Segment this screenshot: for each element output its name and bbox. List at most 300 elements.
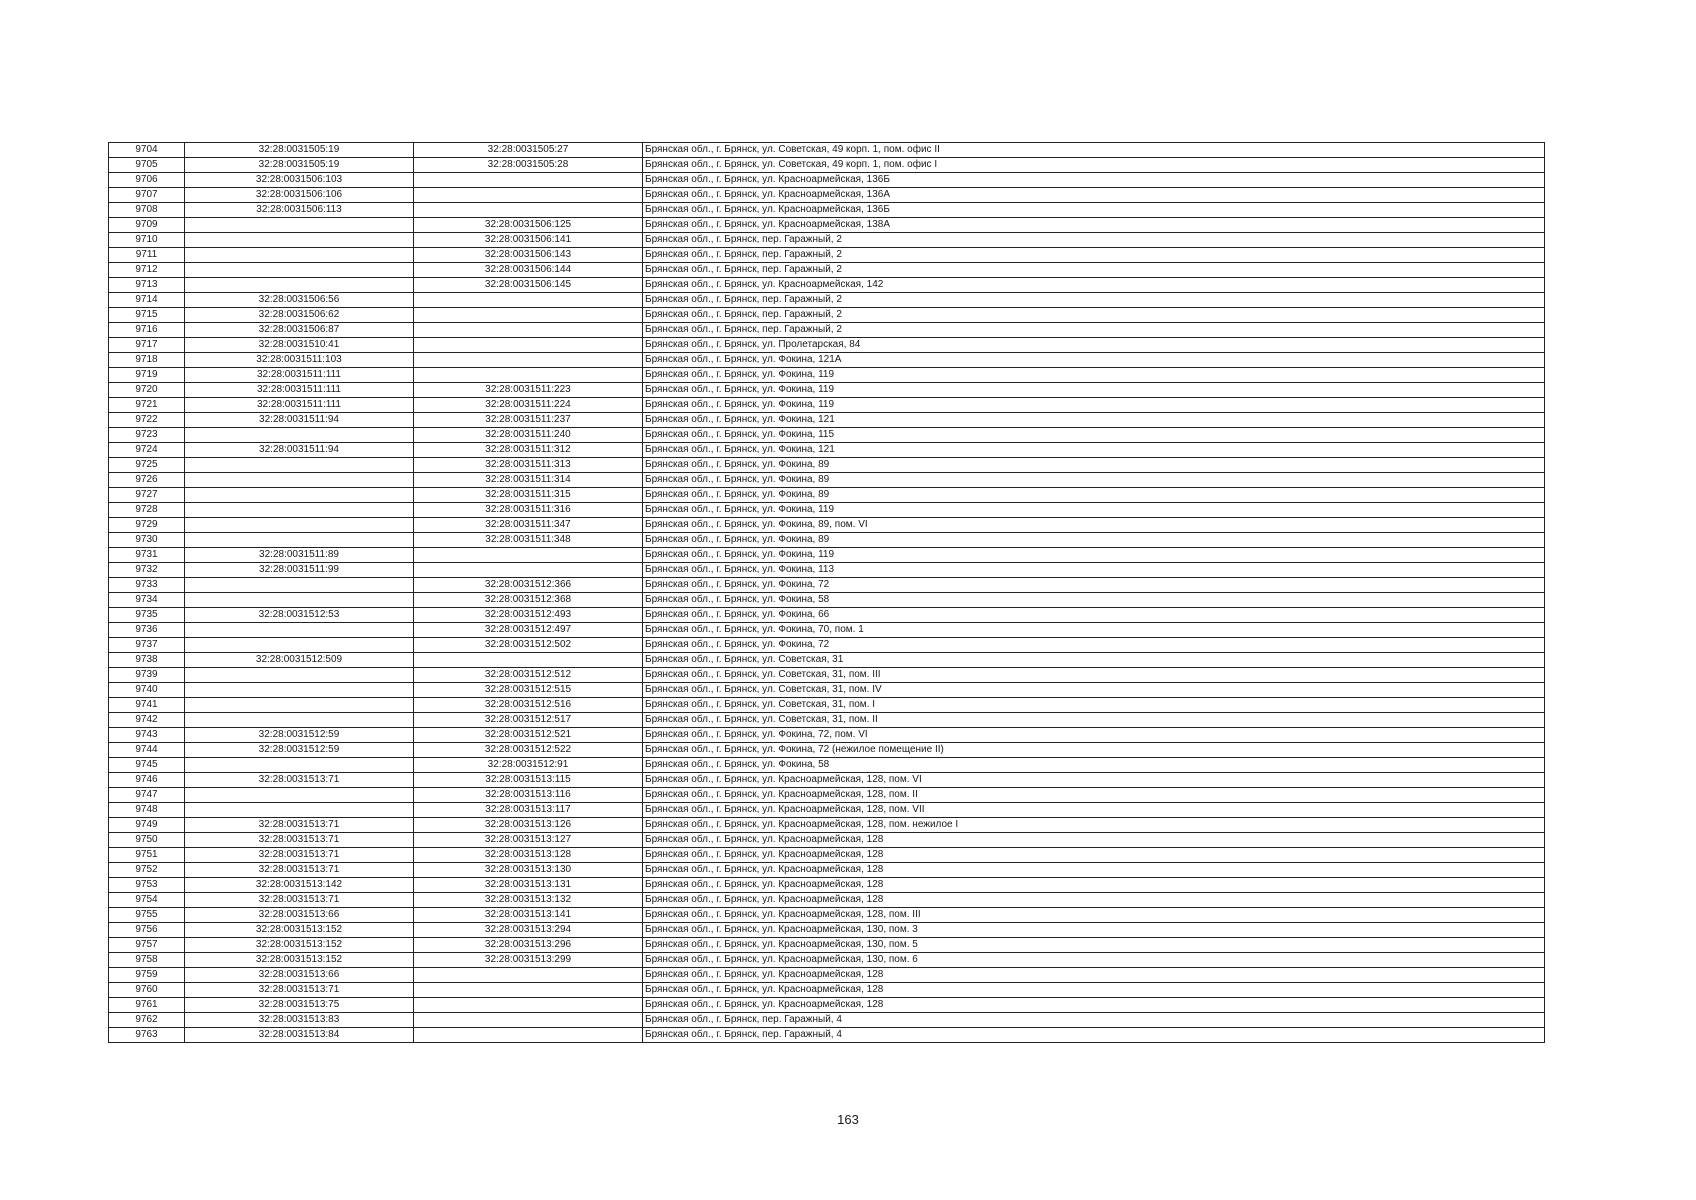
parcel-number-cell <box>185 218 414 233</box>
address-cell: Брянская обл., г. Брянск, ул. Красноармейская, 130, пом. 6 <box>643 953 1545 968</box>
object-number-cell: 32:28:0031512:368 <box>414 593 643 608</box>
table-row <box>109 698 1545 713</box>
table-row <box>109 233 1545 248</box>
parcel-number-cell <box>185 428 414 443</box>
table-row <box>109 203 1545 218</box>
table-row <box>109 173 1545 188</box>
parcel-number-cell: 32:28:0031512:509 <box>185 653 414 668</box>
table-row <box>109 518 1545 533</box>
row-number-cell: 9746 <box>109 773 185 788</box>
parcel-number-cell <box>185 713 414 728</box>
object-number-cell: 32:28:0031513:128 <box>414 848 643 863</box>
row-number-cell: 9740 <box>109 683 185 698</box>
row-number-cell: 9758 <box>109 953 185 968</box>
parcel-number-cell <box>185 668 414 683</box>
row-number-cell: 9722 <box>109 413 185 428</box>
address-cell: Брянская обл., г. Брянск, ул. Фокина, 72 <box>643 578 1545 593</box>
parcel-number-cell: 32:28:0031513:152 <box>185 923 414 938</box>
parcel-number-cell: 32:28:0031513:75 <box>185 998 414 1013</box>
row-number-cell: 9744 <box>109 743 185 758</box>
address-cell: Брянская обл., г. Брянск, ул. Советская, 31, пом. II <box>643 713 1545 728</box>
parcel-number-cell <box>185 758 414 773</box>
address-cell: Брянская обл., г. Брянск, ул. Фокина, 89 <box>643 488 1545 503</box>
table-row <box>109 413 1545 428</box>
row-number-cell: 9730 <box>109 533 185 548</box>
parcel-number-cell <box>185 578 414 593</box>
parcel-number-cell <box>185 248 414 263</box>
object-number-cell: 32:28:0031513:132 <box>414 893 643 908</box>
object-number-cell: 32:28:0031512:497 <box>414 623 643 638</box>
address-cell: Брянская обл., г. Брянск, ул. Фокина, 58 <box>643 593 1545 608</box>
object-number-cell <box>414 1013 643 1028</box>
object-number-cell: 32:28:0031511:224 <box>414 398 643 413</box>
parcel-number-cell: 32:28:0031506:62 <box>185 308 414 323</box>
object-number-cell <box>414 188 643 203</box>
parcel-number-cell <box>185 803 414 818</box>
address-cell: Брянская обл., г. Брянск, пер. Гаражный, 2 <box>643 248 1545 263</box>
address-cell: Брянская обл., г. Брянск, ул. Фокина, 89 <box>643 473 1545 488</box>
parcel-number-cell <box>185 698 414 713</box>
object-number-cell: 32:28:0031512:91 <box>414 758 643 773</box>
parcel-number-cell <box>185 488 414 503</box>
object-number-cell: 32:28:0031512:366 <box>414 578 643 593</box>
address-cell: Брянская обл., г. Брянск, ул. Фокина, 113 <box>643 563 1545 578</box>
address-cell: Брянская обл., г. Брянск, ул. Красноармейская, 128 <box>643 893 1545 908</box>
address-cell: Брянская обл., г. Брянск, ул. Красноармейская, 128, пом. III <box>643 908 1545 923</box>
object-number-cell: 32:28:0031511:240 <box>414 428 643 443</box>
object-number-cell: 32:28:0031511:223 <box>414 383 643 398</box>
table-row <box>109 968 1545 983</box>
row-number-cell: 9757 <box>109 938 185 953</box>
row-number-cell: 9760 <box>109 983 185 998</box>
table-row <box>109 443 1545 458</box>
row-number-cell: 9715 <box>109 308 185 323</box>
row-number-cell: 9761 <box>109 998 185 1013</box>
parcel-number-cell: 32:28:0031511:94 <box>185 443 414 458</box>
row-number-cell: 9707 <box>109 188 185 203</box>
address-cell: Брянская обл., г. Брянск, ул. Фокина, 58 <box>643 758 1545 773</box>
address-cell: Брянская обл., г. Брянск, ул. Советская, 31, пом. I <box>643 698 1545 713</box>
table-row <box>109 683 1545 698</box>
parcel-number-cell <box>185 503 414 518</box>
address-cell: Брянская обл., г. Брянск, ул. Фокина, 72 <box>643 638 1545 653</box>
table-row <box>109 338 1545 353</box>
table-row <box>109 608 1545 623</box>
row-number-cell: 9741 <box>109 698 185 713</box>
table-row <box>109 1028 1545 1043</box>
address-cell: Брянская обл., г. Брянск, ул. Фокина, 72, пом. VI <box>643 728 1545 743</box>
object-number-cell: 32:28:0031513:294 <box>414 923 643 938</box>
parcel-number-cell <box>185 788 414 803</box>
address-cell: Брянская обл., г. Брянск, ул. Красноармейская, 128, пом. VI <box>643 773 1545 788</box>
object-number-cell <box>414 653 643 668</box>
parcel-number-cell <box>185 623 414 638</box>
object-number-cell: 32:28:0031512:493 <box>414 608 643 623</box>
table-row <box>109 773 1545 788</box>
row-number-cell: 9719 <box>109 368 185 383</box>
row-number-cell: 9724 <box>109 443 185 458</box>
row-number-cell: 9748 <box>109 803 185 818</box>
address-cell: Брянская обл., г. Брянск, ул. Фокина, 66 <box>643 608 1545 623</box>
object-number-cell: 32:28:0031511:347 <box>414 518 643 533</box>
parcel-number-cell: 32:28:0031512:59 <box>185 743 414 758</box>
address-cell: Брянская обл., г. Брянск, ул. Советская, 49 корп. 1, пом. офис I <box>643 158 1545 173</box>
parcel-number-cell: 32:28:0031506:87 <box>185 323 414 338</box>
table-row <box>109 863 1545 878</box>
address-cell: Брянская обл., г. Брянск, ул. Красноармейская, 142 <box>643 278 1545 293</box>
table-row <box>109 908 1545 923</box>
parcel-number-cell: 32:28:0031513:152 <box>185 953 414 968</box>
parcel-number-cell <box>185 683 414 698</box>
parcel-number-cell: 32:28:0031513:84 <box>185 1028 414 1043</box>
address-cell: Брянская обл., г. Брянск, ул. Красноармейская, 130, пом. 5 <box>643 938 1545 953</box>
table-row <box>109 743 1545 758</box>
table-row <box>109 143 1545 158</box>
object-number-cell: 32:28:0031506:144 <box>414 263 643 278</box>
address-cell: Брянская обл., г. Брянск, ул. Фокина, 70, пом. 1 <box>643 623 1545 638</box>
address-cell: Брянская обл., г. Брянск, ул. Фокина, 121 <box>643 443 1545 458</box>
object-number-cell: 32:28:0031511:237 <box>414 413 643 428</box>
object-number-cell: 32:28:0031506:141 <box>414 233 643 248</box>
row-number-cell: 9705 <box>109 158 185 173</box>
address-cell: Брянская обл., г. Брянск, ул. Советская, 31 <box>643 653 1545 668</box>
address-cell: Брянская обл., г. Брянск, ул. Красноармейская, 130, пом. 3 <box>643 923 1545 938</box>
object-number-cell: 32:28:0031511:315 <box>414 488 643 503</box>
object-number-cell: 32:28:0031513:141 <box>414 908 643 923</box>
registry-table <box>108 142 1545 1043</box>
row-number-cell: 9732 <box>109 563 185 578</box>
object-number-cell <box>414 1028 643 1043</box>
row-number-cell: 9759 <box>109 968 185 983</box>
table-row <box>109 893 1545 908</box>
object-number-cell <box>414 308 643 323</box>
table-row <box>109 578 1545 593</box>
address-cell: Брянская обл., г. Брянск, ул. Красноармейская, 136Б <box>643 203 1545 218</box>
row-number-cell: 9762 <box>109 1013 185 1028</box>
table-row <box>109 878 1545 893</box>
parcel-number-cell <box>185 458 414 473</box>
table-row <box>109 458 1545 473</box>
address-cell: Брянская обл., г. Брянск, ул. Красноармейская, 128 <box>643 878 1545 893</box>
address-cell: Брянская обл., г. Брянск, ул. Фокина, 119 <box>643 503 1545 518</box>
address-cell: Брянская обл., г. Брянск, ул. Красноармейская, 128 <box>643 998 1545 1013</box>
address-cell: Брянская обл., г. Брянск, ул. Советская, 49 корп. 1, пом. офис II <box>643 143 1545 158</box>
row-number-cell: 9704 <box>109 143 185 158</box>
table-row <box>109 728 1545 743</box>
parcel-number-cell: 32:28:0031513:71 <box>185 833 414 848</box>
table-row <box>109 833 1545 848</box>
object-number-cell <box>414 203 643 218</box>
row-number-cell: 9714 <box>109 293 185 308</box>
object-number-cell: 32:28:0031511:348 <box>414 533 643 548</box>
table-row <box>109 248 1545 263</box>
row-number-cell: 9721 <box>109 398 185 413</box>
row-number-cell: 9710 <box>109 233 185 248</box>
row-number-cell: 9763 <box>109 1028 185 1043</box>
address-cell: Брянская обл., г. Брянск, ул. Красноармейская, 128 <box>643 863 1545 878</box>
row-number-cell: 9728 <box>109 503 185 518</box>
object-number-cell <box>414 563 643 578</box>
object-number-cell: 32:28:0031511:312 <box>414 443 643 458</box>
address-cell: Брянская обл., г. Брянск, ул. Красноармейская, 128 <box>643 983 1545 998</box>
table-row <box>109 158 1545 173</box>
object-number-cell: 32:28:0031513:130 <box>414 863 643 878</box>
address-cell: Брянская обл., г. Брянск, ул. Красноармейская, 128 <box>643 848 1545 863</box>
table-row <box>109 1013 1545 1028</box>
object-number-cell <box>414 323 643 338</box>
object-number-cell: 32:28:0031512:521 <box>414 728 643 743</box>
row-number-cell: 9755 <box>109 908 185 923</box>
object-number-cell: 32:28:0031513:116 <box>414 788 643 803</box>
table-row <box>109 488 1545 503</box>
parcel-number-cell: 32:28:0031511:111 <box>185 368 414 383</box>
object-number-cell: 32:28:0031513:296 <box>414 938 643 953</box>
parcel-number-cell: 32:28:0031513:142 <box>185 878 414 893</box>
registry-table-body <box>109 143 1545 1043</box>
address-cell: Брянская обл., г. Брянск, пер. Гаражный, 2 <box>643 233 1545 248</box>
parcel-number-cell: 32:28:0031513:71 <box>185 893 414 908</box>
parcel-number-cell: 32:28:0031510:41 <box>185 338 414 353</box>
table-row <box>109 548 1545 563</box>
address-cell: Брянская обл., г. Брянск, пер. Гаражный, 4 <box>643 1013 1545 1028</box>
object-number-cell <box>414 173 643 188</box>
object-number-cell: 32:28:0031512:515 <box>414 683 643 698</box>
address-cell: Брянская обл., г. Брянск, ул. Фокина, 121 <box>643 413 1545 428</box>
row-number-cell: 9745 <box>109 758 185 773</box>
object-number-cell <box>414 293 643 308</box>
row-number-cell: 9754 <box>109 893 185 908</box>
object-number-cell: 32:28:0031512:502 <box>414 638 643 653</box>
table-row <box>109 323 1545 338</box>
object-number-cell <box>414 338 643 353</box>
row-number-cell: 9723 <box>109 428 185 443</box>
table-row <box>109 263 1545 278</box>
parcel-number-cell <box>185 518 414 533</box>
address-cell: Брянская обл., г. Брянск, ул. Фокина, 119 <box>643 368 1545 383</box>
table-row <box>109 563 1545 578</box>
parcel-number-cell: 32:28:0031512:59 <box>185 728 414 743</box>
address-cell: Брянская обл., г. Брянск, ул. Красноармейская, 128 <box>643 968 1545 983</box>
parcel-number-cell <box>185 233 414 248</box>
parcel-number-cell: 32:28:0031513:71 <box>185 848 414 863</box>
object-number-cell <box>414 968 643 983</box>
table-row <box>109 503 1545 518</box>
object-number-cell: 32:28:0031512:522 <box>414 743 643 758</box>
parcel-number-cell: 32:28:0031513:152 <box>185 938 414 953</box>
row-number-cell: 9726 <box>109 473 185 488</box>
row-number-cell: 9712 <box>109 263 185 278</box>
parcel-number-cell: 32:28:0031506:56 <box>185 293 414 308</box>
address-cell: Брянская обл., г. Брянск, ул. Красноармейская, 128, пом. II <box>643 788 1545 803</box>
row-number-cell: 9736 <box>109 623 185 638</box>
parcel-number-cell: 32:28:0031505:19 <box>185 158 414 173</box>
row-number-cell: 9708 <box>109 203 185 218</box>
object-number-cell: 32:28:0031513:131 <box>414 878 643 893</box>
parcel-number-cell <box>185 593 414 608</box>
table-row <box>109 308 1545 323</box>
table-row <box>109 353 1545 368</box>
table-row <box>109 668 1545 683</box>
row-number-cell: 9727 <box>109 488 185 503</box>
address-cell: Брянская обл., г. Брянск, пер. Гаражный, 2 <box>643 293 1545 308</box>
row-number-cell: 9756 <box>109 923 185 938</box>
address-cell: Брянская обл., г. Брянск, пер. Гаражный, 4 <box>643 1028 1545 1043</box>
table-row <box>109 368 1545 383</box>
row-number-cell: 9738 <box>109 653 185 668</box>
parcel-number-cell <box>185 533 414 548</box>
parcel-number-cell: 32:28:0031513:71 <box>185 818 414 833</box>
address-cell: Брянская обл., г. Брянск, ул. Советская, 31, пом. IV <box>643 683 1545 698</box>
parcel-number-cell: 32:28:0031505:19 <box>185 143 414 158</box>
object-number-cell: 32:28:0031513:115 <box>414 773 643 788</box>
object-number-cell <box>414 998 643 1013</box>
address-cell: Брянская обл., г. Брянск, ул. Фокина, 121А <box>643 353 1545 368</box>
object-number-cell <box>414 353 643 368</box>
parcel-number-cell: 32:28:0031513:66 <box>185 908 414 923</box>
table-row <box>109 533 1545 548</box>
address-cell: Брянская обл., г. Брянск, ул. Фокина, 115 <box>643 428 1545 443</box>
address-cell: Брянская обл., г. Брянск, ул. Фокина, 89 <box>643 458 1545 473</box>
address-cell: Брянская обл., г. Брянск, ул. Красноармейская, 128 <box>643 833 1545 848</box>
parcel-number-cell: 32:28:0031513:66 <box>185 968 414 983</box>
address-cell: Брянская обл., г. Брянск, ул. Фокина, 119 <box>643 383 1545 398</box>
object-number-cell: 32:28:0031506:125 <box>414 218 643 233</box>
row-number-cell: 9750 <box>109 833 185 848</box>
address-cell: Брянская обл., г. Брянск, ул. Красноармейская, 128, пом. VII <box>643 803 1545 818</box>
address-cell: Брянская обл., г. Брянск, ул. Фокина, 89, пом. VI <box>643 518 1545 533</box>
row-number-cell: 9753 <box>109 878 185 893</box>
address-cell: Брянская обл., г. Брянск, ул. Фокина, 89 <box>643 533 1545 548</box>
parcel-number-cell: 32:28:0031511:89 <box>185 548 414 563</box>
table-row <box>109 713 1545 728</box>
row-number-cell: 9743 <box>109 728 185 743</box>
object-number-cell <box>414 983 643 998</box>
parcel-number-cell <box>185 638 414 653</box>
parcel-number-cell <box>185 278 414 293</box>
object-number-cell <box>414 548 643 563</box>
row-number-cell: 9752 <box>109 863 185 878</box>
row-number-cell: 9739 <box>109 668 185 683</box>
row-number-cell: 9731 <box>109 548 185 563</box>
row-number-cell: 9729 <box>109 518 185 533</box>
table-row <box>109 593 1545 608</box>
row-number-cell: 9716 <box>109 323 185 338</box>
address-cell: Брянская обл., г. Брянск, ул. Фокина, 119 <box>643 548 1545 563</box>
parcel-number-cell: 32:28:0031513:83 <box>185 1013 414 1028</box>
parcel-number-cell: 32:28:0031511:103 <box>185 353 414 368</box>
parcel-number-cell: 32:28:0031512:53 <box>185 608 414 623</box>
row-number-cell: 9747 <box>109 788 185 803</box>
parcel-number-cell: 32:28:0031506:113 <box>185 203 414 218</box>
parcel-number-cell: 32:28:0031513:71 <box>185 863 414 878</box>
parcel-number-cell: 32:28:0031511:111 <box>185 383 414 398</box>
table-row <box>109 218 1545 233</box>
object-number-cell: 32:28:0031512:517 <box>414 713 643 728</box>
parcel-number-cell: 32:28:0031506:103 <box>185 173 414 188</box>
object-number-cell: 32:28:0031511:313 <box>414 458 643 473</box>
table-row <box>109 428 1545 443</box>
object-number-cell: 32:28:0031512:512 <box>414 668 643 683</box>
object-number-cell: 32:28:0031505:27 <box>414 143 643 158</box>
address-cell: Брянская обл., г. Брянск, ул. Пролетарская, 84 <box>643 338 1545 353</box>
row-number-cell: 9711 <box>109 248 185 263</box>
object-number-cell: 32:28:0031511:316 <box>414 503 643 518</box>
address-cell: Брянская обл., г. Брянск, пер. Гаражный, 2 <box>643 323 1545 338</box>
row-number-cell: 9718 <box>109 353 185 368</box>
table-row <box>109 638 1545 653</box>
row-number-cell: 9720 <box>109 383 185 398</box>
parcel-number-cell: 32:28:0031506:106 <box>185 188 414 203</box>
row-number-cell: 9733 <box>109 578 185 593</box>
address-cell: Брянская обл., г. Брянск, ул. Фокина, 72 (нежилое помещение II) <box>643 743 1545 758</box>
object-number-cell: 32:28:0031513:127 <box>414 833 643 848</box>
parcel-number-cell: 32:28:0031513:71 <box>185 773 414 788</box>
table-row <box>109 623 1545 638</box>
row-number-cell: 9734 <box>109 593 185 608</box>
row-number-cell: 9749 <box>109 818 185 833</box>
row-number-cell: 9725 <box>109 458 185 473</box>
object-number-cell: 32:28:0031512:516 <box>414 698 643 713</box>
object-number-cell: 32:28:0031505:28 <box>414 158 643 173</box>
table-row <box>109 923 1545 938</box>
table-row <box>109 293 1545 308</box>
table-row <box>109 188 1545 203</box>
object-number-cell: 32:28:0031513:126 <box>414 818 643 833</box>
address-cell: Брянская обл., г. Брянск, пер. Гаражный, 2 <box>643 263 1545 278</box>
address-cell: Брянская обл., г. Брянск, пер. Гаражный, 2 <box>643 308 1545 323</box>
table-row <box>109 278 1545 293</box>
parcel-number-cell: 32:28:0031511:111 <box>185 398 414 413</box>
row-number-cell: 9742 <box>109 713 185 728</box>
table-row <box>109 383 1545 398</box>
page-number: 163 <box>837 1112 859 1127</box>
row-number-cell: 9709 <box>109 218 185 233</box>
object-number-cell <box>414 368 643 383</box>
row-number-cell: 9706 <box>109 173 185 188</box>
address-cell: Брянская обл., г. Брянск, ул. Фокина, 119 <box>643 398 1545 413</box>
object-number-cell: 32:28:0031511:314 <box>414 473 643 488</box>
table-row <box>109 473 1545 488</box>
table-row <box>109 803 1545 818</box>
object-number-cell: 32:28:0031513:299 <box>414 953 643 968</box>
table-row <box>109 983 1545 998</box>
address-cell: Брянская обл., г. Брянск, ул. Красноармейская, 136А <box>643 188 1545 203</box>
table-row <box>109 398 1545 413</box>
table-row <box>109 653 1545 668</box>
row-number-cell: 9751 <box>109 848 185 863</box>
parcel-number-cell <box>185 473 414 488</box>
table-row <box>109 998 1545 1013</box>
parcel-number-cell <box>185 263 414 278</box>
parcel-number-cell: 32:28:0031511:94 <box>185 413 414 428</box>
table-row <box>109 938 1545 953</box>
table-row <box>109 818 1545 833</box>
object-number-cell: 32:28:0031506:143 <box>414 248 643 263</box>
row-number-cell: 9737 <box>109 638 185 653</box>
address-cell: Брянская обл., г. Брянск, ул. Красноармейская, 128, пом. нежилое I <box>643 818 1545 833</box>
address-cell: Брянская обл., г. Брянск, ул. Советская, 31, пом. III <box>643 668 1545 683</box>
row-number-cell: 9713 <box>109 278 185 293</box>
address-cell: Брянская обл., г. Брянск, ул. Красноармейская, 138А <box>643 218 1545 233</box>
row-number-cell: 9717 <box>109 338 185 353</box>
row-number-cell: 9735 <box>109 608 185 623</box>
object-number-cell: 32:28:0031513:117 <box>414 803 643 818</box>
table-row <box>109 953 1545 968</box>
parcel-number-cell: 32:28:0031511:99 <box>185 563 414 578</box>
table-row <box>109 848 1545 863</box>
table-row <box>109 758 1545 773</box>
object-number-cell: 32:28:0031506:145 <box>414 278 643 293</box>
